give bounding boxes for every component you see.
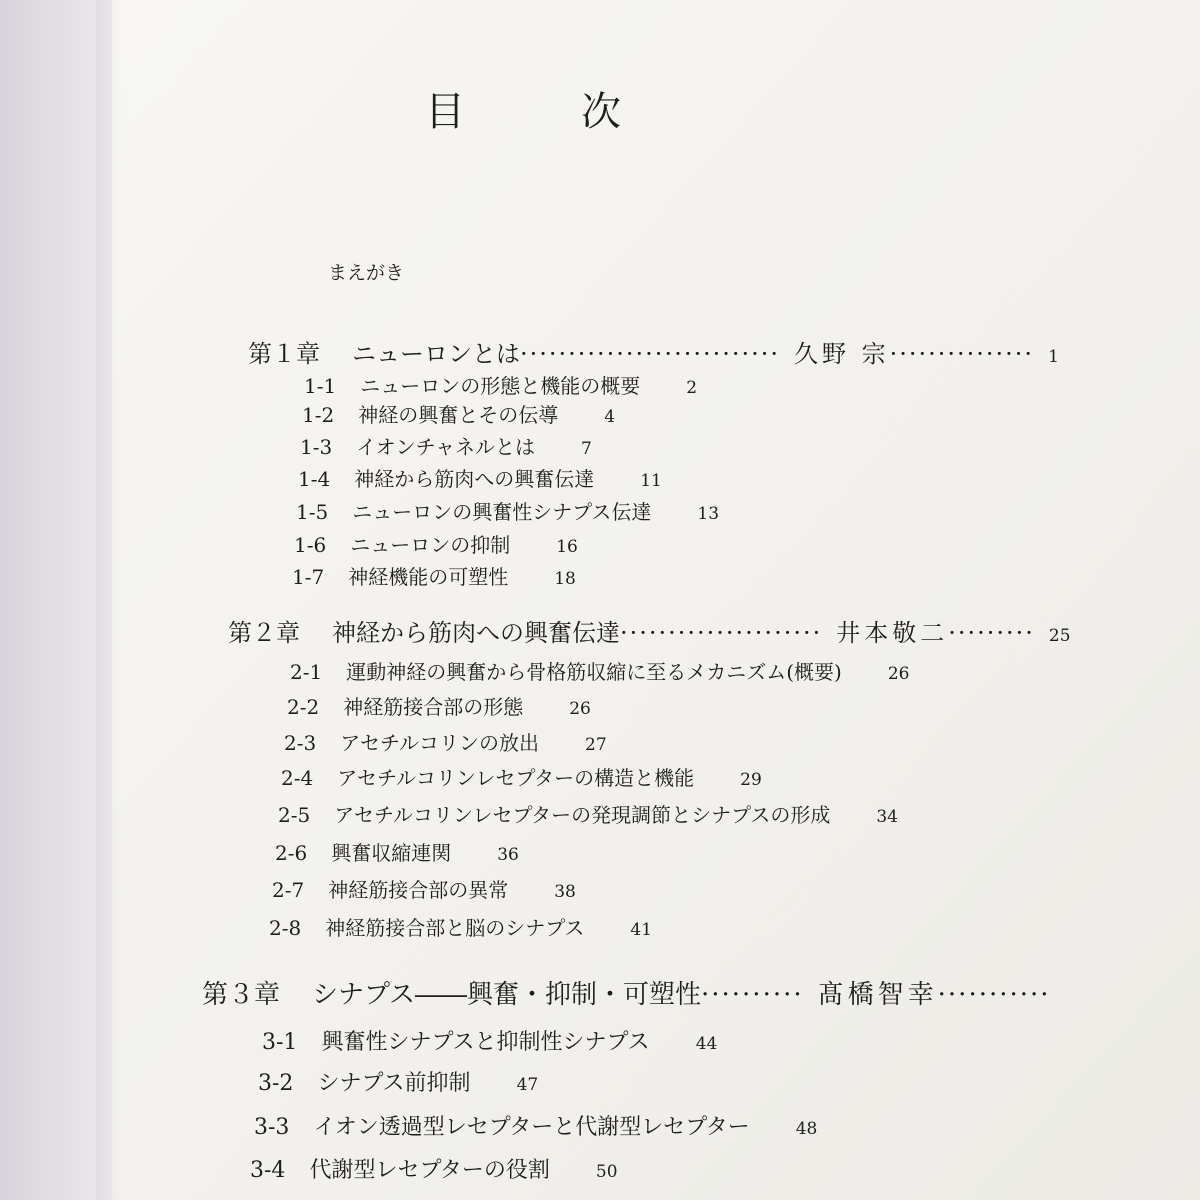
section-title: アセチルコリンレセプターの発現調節とシナプスの形成 [334, 803, 831, 827]
section-title: 代謝型レセプターの役割 [309, 1158, 550, 1183]
section-number: 1-1 [304, 374, 337, 398]
section-page-number: 2 [686, 378, 698, 398]
section-number: 1-3 [300, 435, 333, 459]
toc-section [294, 535, 578, 556]
section-title: 運動神経の興奮から骨格筋収縮に至るメカニズム(概要) [346, 660, 842, 684]
toc-section [296, 502, 719, 523]
section-number: 1-6 [294, 533, 327, 557]
section-title: 神経筋接合部の異常 [328, 878, 509, 902]
preface-entry: まえがき [328, 262, 405, 284]
section-page-number: 4 [604, 407, 616, 427]
section-page-number: 26 [887, 664, 910, 684]
section-title: 神経筋接合部の形態 [343, 695, 524, 719]
toc-section [302, 405, 615, 426]
chapter-author: 井本敬二 [836, 619, 949, 647]
toc-section [287, 697, 591, 718]
toc-section [300, 437, 592, 458]
chapter-label: 第３章 [202, 980, 281, 1010]
section-title: 神経から筋肉への興奮伝達 [354, 467, 595, 491]
chapter-author: 髙橋智幸 [817, 980, 938, 1010]
section-number: 3-3 [254, 1115, 290, 1140]
toc-section [269, 918, 652, 939]
chapter-heading [248, 342, 1059, 366]
book-page [112, 0, 1200, 1200]
leader-dots: ····················· [620, 619, 823, 647]
section-page-number: 11 [640, 471, 662, 491]
chapter-label: 第１章 [248, 340, 320, 368]
toc-section [258, 1073, 538, 1095]
toc-section [254, 1117, 817, 1139]
section-page-number: 47 [516, 1075, 539, 1095]
toc-section [292, 567, 576, 588]
section-number: 3-2 [258, 1071, 294, 1096]
leader-dots: ········· [948, 619, 1035, 647]
toc-section [281, 768, 762, 789]
section-title: 興奮性シナプスと抑制性シナプス [321, 1030, 650, 1055]
section-page-number: 34 [876, 807, 898, 827]
chapter-heading [202, 982, 1065, 1008]
section-number: 2-7 [272, 878, 305, 902]
chapter-page-number: 1 [1048, 347, 1059, 367]
chapter-label: 第２章 [228, 619, 300, 647]
leader-dots: ··············· [889, 340, 1035, 368]
toc-section [278, 805, 898, 826]
page-title: 目 次 [425, 89, 659, 135]
section-page-number: 7 [581, 439, 592, 459]
section-number: 1-2 [302, 403, 335, 427]
section-page-number: 29 [740, 770, 762, 790]
section-page-number: 38 [554, 882, 576, 902]
chapter-title: ニューロンとは [352, 340, 520, 368]
leader-dots: ··········· [937, 980, 1051, 1010]
toc-section [298, 469, 662, 490]
section-number: 1-4 [298, 467, 331, 491]
chapter-author: 久野 宗 [793, 340, 890, 368]
section-page-number: 36 [497, 845, 519, 865]
section-title: 神経筋接合部と脳のシナプス [325, 916, 585, 940]
section-number: 2-2 [287, 695, 320, 719]
toc-section [290, 662, 909, 683]
section-number: 2-1 [290, 660, 323, 684]
section-title: イオン透過型レセプターと代謝型レセプター [313, 1115, 750, 1140]
section-title: ニューロンの興奮性シナプス伝達 [352, 500, 652, 524]
toc-section [284, 733, 607, 754]
section-number: 2-5 [278, 803, 311, 827]
section-title: ニューロンの抑制 [350, 533, 511, 557]
section-title: 神経の興奮とその伝導 [358, 403, 559, 427]
section-title: シナプス前抑制 [317, 1071, 471, 1096]
page-gutter-shadow [96, 0, 122, 1200]
section-page-number: 16 [556, 537, 578, 557]
section-page-number: 48 [795, 1119, 818, 1139]
chapter-title: 神経から筋肉への興奮伝達 [332, 619, 620, 647]
section-number: 1-5 [296, 500, 329, 524]
section-number: 1-7 [292, 565, 325, 589]
section-number: 2-6 [275, 841, 308, 865]
section-page-number: 26 [569, 699, 591, 719]
section-number: 2-4 [281, 766, 314, 790]
section-number: 3-4 [250, 1158, 286, 1183]
toc-section [275, 843, 519, 864]
section-title: イオンチャネルとは [356, 435, 536, 459]
toc-section [262, 1032, 717, 1054]
section-number: 2-3 [284, 731, 317, 755]
toc-section [304, 376, 697, 397]
section-title: ニューロンの形態と機能の概要 [360, 374, 641, 398]
section-page-number: 18 [554, 569, 576, 589]
leader-dots: ·········· [700, 980, 804, 1010]
section-page-number: 41 [630, 920, 653, 940]
section-page-number: 27 [585, 735, 607, 755]
section-title: アセチルコリンの放出 [340, 731, 540, 755]
section-title: アセチルコリンレセプターの構造と機能 [337, 766, 695, 790]
chapter-title: シナプス――興奮・抑制・可塑性 [312, 980, 701, 1010]
section-page-number: 13 [697, 504, 720, 524]
section-title: 神経機能の可塑性 [348, 565, 509, 589]
section-page-number: 44 [695, 1034, 718, 1054]
section-number: 3-1 [262, 1030, 298, 1055]
chapter-page-number: 25 [1048, 626, 1071, 646]
leader-dots: ··························· [520, 340, 780, 368]
section-page-number: 50 [595, 1162, 618, 1182]
chapter-heading [228, 621, 1071, 645]
section-number: 2-8 [269, 916, 302, 940]
toc-section [250, 1160, 618, 1182]
section-title: 興奮収縮連関 [331, 841, 452, 865]
toc-section [272, 880, 576, 901]
